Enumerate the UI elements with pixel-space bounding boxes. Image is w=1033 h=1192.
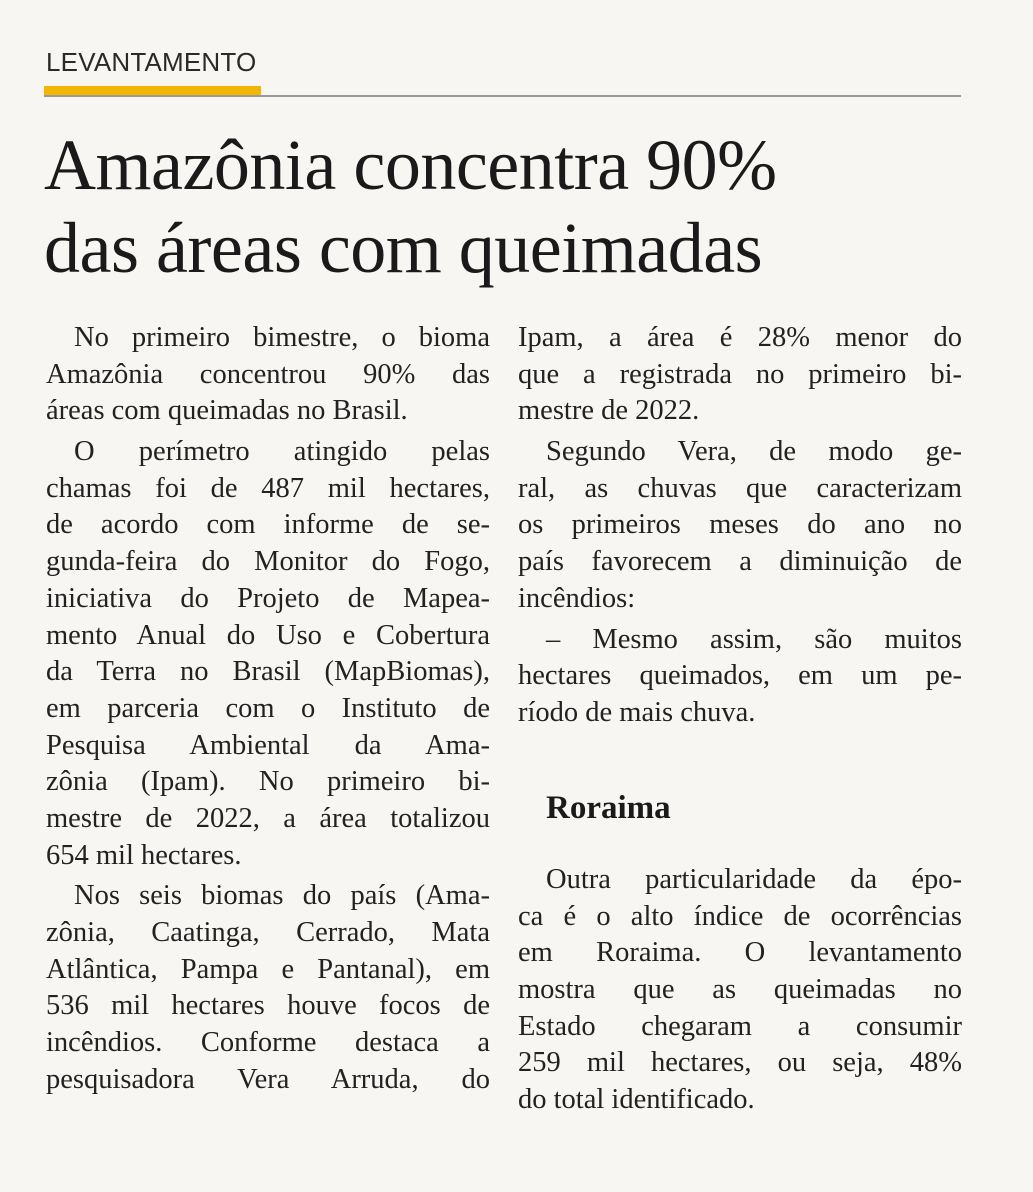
body-text-line: áreas com queimadas no Brasil. — [46, 395, 408, 427]
headline-line-2: das áreas com queimadas — [44, 208, 763, 288]
article-column-right-roraima — [518, 862, 962, 1119]
body-text-line: Atlântica, Pampa e Pantanal), em — [46, 953, 490, 985]
body-text-line: incêndios. Conforme destaca a — [46, 1027, 490, 1059]
body-text-line: em Roraima. O levantamento — [518, 937, 962, 969]
body-text-line: de acordo com informe de se- — [46, 509, 490, 541]
headline-line-1: Amazônia concentra 90% — [44, 125, 777, 205]
body-text-line: Amazônia concentrou 90% das — [46, 358, 490, 390]
body-text-line: mento Anual do Uso e Cobertura — [46, 619, 490, 651]
body-text-line: incêndios: — [518, 582, 636, 614]
body-text-line: zônia (Ipam). No primeiro bi- — [46, 766, 490, 798]
body-text-line: Outra particularidade da épo- — [546, 864, 962, 895]
body-text-line: ríodo de mais chuva. — [518, 696, 756, 728]
body-text-line: em parceria com o Instituto de — [46, 692, 490, 724]
body-text-line: – Mesmo assim, são muitos — [546, 623, 962, 655]
body-text-line: zônia, Caatinga, Cerrado, Mata — [46, 917, 490, 948]
body-text-line: pesquisadora Vera Arruda, do — [46, 1063, 490, 1095]
body-text-line: Nos seis biomas do país (Ama- — [74, 880, 490, 912]
body-text-line: que a registrada no primeiro bi- — [518, 358, 962, 390]
kicker-rule-divider — [44, 95, 961, 97]
body-text-line: iniciativa do Projeto de Mapea- — [46, 582, 490, 614]
body-text-line: mestre de 2022, a área totalizou — [46, 802, 490, 834]
body-text-line: 654 mil hectares. — [46, 839, 242, 871]
section-kicker: LEVANTAMENTO — [46, 47, 257, 77]
body-text-line: Pesquisa Ambiental da Ama- — [46, 729, 490, 761]
article-column-right — [518, 320, 962, 732]
body-text-line: mestre de 2022. — [518, 395, 700, 427]
body-text-line: país favorecem a diminuição de — [518, 546, 962, 578]
body-text-line: Segundo Vera, de modo ge- — [546, 436, 962, 468]
body-text-line: 259 mil hectares, ou seja, 48% — [518, 1047, 962, 1079]
subhead-roraima: Roraima — [546, 790, 671, 826]
body-text-line: mostra que as queimadas no — [518, 974, 962, 1006]
body-text-line: gunda-feira do Monitor do Fogo, — [46, 546, 490, 578]
body-text-line: chamas foi de 487 mil hectares, — [46, 472, 490, 504]
body-text-line: hectares queimados, em um pe- — [518, 660, 962, 692]
body-text-line: 536 mil hectares houve focos de — [46, 990, 490, 1022]
body-text-line: No primeiro bimestre, o bioma — [74, 322, 490, 353]
body-text-line: ral, as chuvas que caracterizam — [518, 472, 962, 504]
body-text-line: Ipam, a área é 28% menor do — [518, 322, 962, 353]
body-text-line: os primeiros meses do ano no — [518, 509, 962, 541]
article-column-left — [46, 320, 490, 1098]
body-text-line: Estado chegaram a consumir — [518, 1010, 962, 1042]
body-text-line: O perímetro atingido pelas — [74, 436, 490, 468]
headline — [44, 124, 984, 290]
body-text-line: da Terra no Brasil (MapBiomas), — [46, 656, 490, 688]
body-text-line: do total identificado. — [518, 1084, 755, 1116]
body-text-line: ca é o alto índice de ocorrências — [518, 900, 962, 932]
